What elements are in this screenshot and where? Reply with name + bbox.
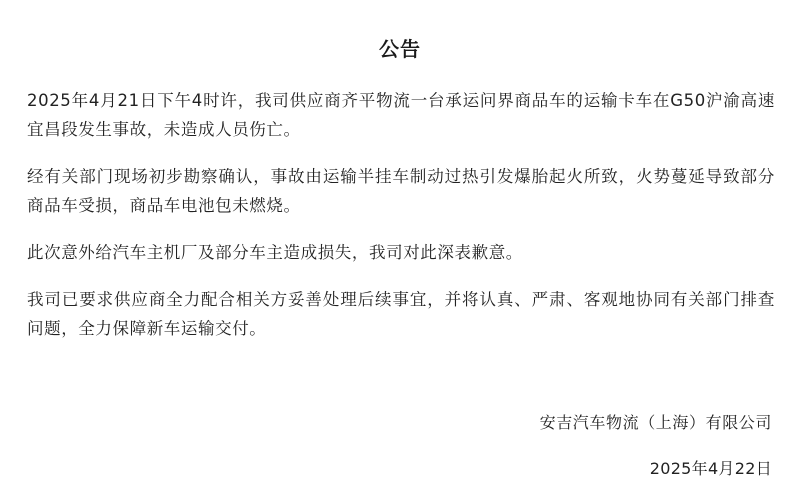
company-signature: 安吉汽车物流（上海）有限公司 [539, 413, 772, 432]
paragraph-cause: 经有关部门现场初步勘察确认，事故由运输半挂车制动过热引发爆胎起火所致，火势蔓延导致部分商品车受损，商品车电池包未燃烧。 [27, 167, 775, 215]
notice-title: 公告 [379, 37, 421, 61]
paragraph-apology: 此次意外给汽车主机厂及部分车主造成损失，我司对此深表歉意。 [27, 243, 523, 262]
notice-body [27, 86, 775, 361]
paragraph-follow-up: 我司已要求供应商全力配合相关方妥善处理后续事宜，并将认真、严肃、客观地协同有关部门排查问题，全力保障新车运输交付。 [27, 290, 775, 338]
paragraph-incident: 2025年4月21日下午4时许，我司供应商齐平物流一台承运问界商品车的运输卡车在G50沪渝高速宜昌段发生事故，未造成人员伤亡。 [27, 91, 775, 139]
notice-date: 2025年4月22日 [649, 459, 772, 478]
